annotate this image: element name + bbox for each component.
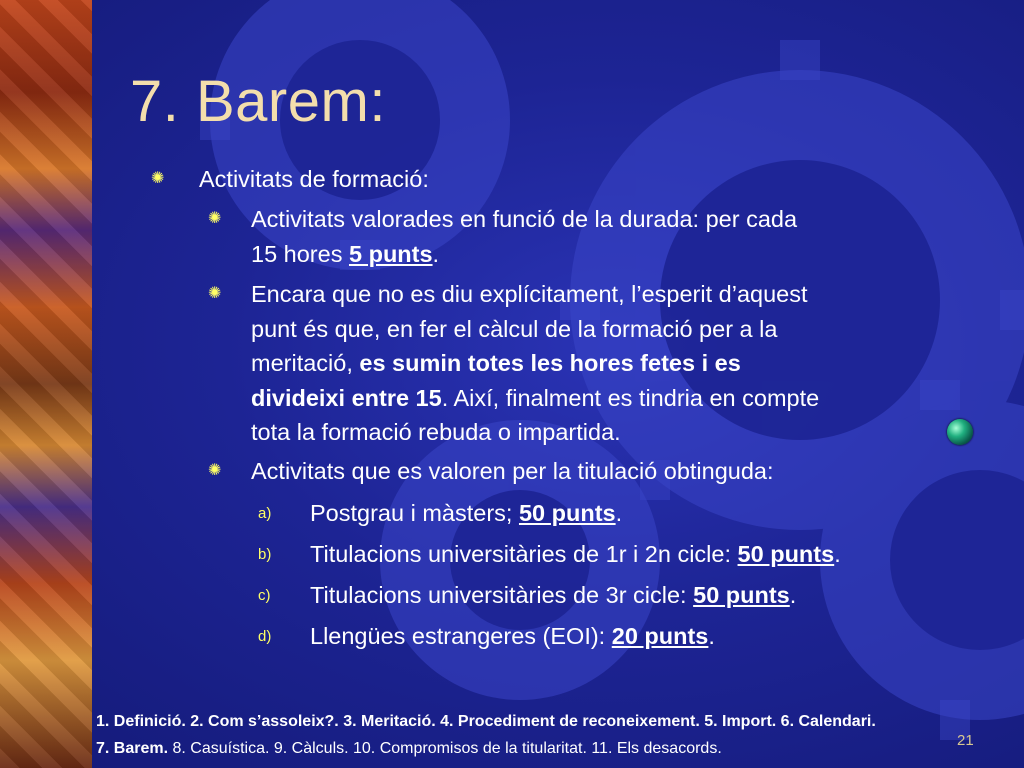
sparkle-bullet-icon: ✺ — [208, 285, 222, 302]
footer-line-2: 7. Barem. 8. Casuística. 9. Càlculs. 10. Compromisos de la titularitat. 11. Els desacords. — [96, 740, 722, 757]
sparkle-bullet-icon: ✺ — [208, 210, 222, 227]
points-value: 50 punts — [693, 582, 790, 608]
bullet-text: Activitats que es valoren per la titulació obtinguda: — [251, 458, 774, 484]
points-value: 50 punts — [737, 541, 835, 567]
sub-item-letter: d) — [258, 628, 272, 645]
globe-icon[interactable] — [947, 419, 973, 445]
sub-item-c: c) Titulacions universitàries de 3r cicle: 50 punts. — [258, 578, 796, 613]
points-value: 20 punts — [611, 623, 709, 649]
sparkle-bullet-icon: ✺ — [151, 170, 165, 187]
sub-item-letter: c) — [258, 587, 271, 604]
bullet-duration — [208, 202, 797, 271]
sub-item-d: d) Llengües estrangeres (EOI): 20 punts. — [258, 619, 715, 654]
sub-item-letter: b) — [258, 546, 272, 563]
bullet-text: Encara que no es diu explícitament, l’esperit d’aquest punt és que, en fer el càlcul de la formació per a la meritació, es sumin totes les hores fetes i es divideixi entre 15. Així, finalment es tindria en compte tota la formació rebuda o impartida. — [251, 281, 820, 445]
bullet-titulacio — [208, 454, 774, 489]
sub-item-letter: a) — [258, 505, 272, 522]
sparkle-bullet-icon: ✺ — [208, 462, 222, 479]
page-number: 21 — [957, 732, 974, 749]
footer-line-1: 1. Definició. 2. Com s’assoleix?. 3. Meritació. 4. Procediment de reconeixement. 5. Import. 6. Calendari. — [96, 713, 876, 730]
slide-title: 7. Barem: — [130, 69, 386, 134]
bullet-formation — [151, 162, 429, 197]
points-value: 50 punts — [518, 500, 616, 526]
sub-item-a: a) Postgrau i màsters; 50 punts. — [258, 496, 622, 531]
bullet-text: Activitats valorades en funció de la durada: per cada 15 hores 5 punts. — [251, 206, 798, 267]
points-value: 5 punts — [348, 240, 433, 267]
footer-navigation — [96, 708, 1016, 762]
sub-item-b: b) Titulacions universitàries de 1r i 2n cicle: 50 punts. — [258, 537, 841, 572]
current-section: 7. Barem. — [96, 740, 169, 757]
bullet-text: Activitats de formació: — [199, 166, 429, 192]
bullet-explanation — [208, 277, 819, 450]
